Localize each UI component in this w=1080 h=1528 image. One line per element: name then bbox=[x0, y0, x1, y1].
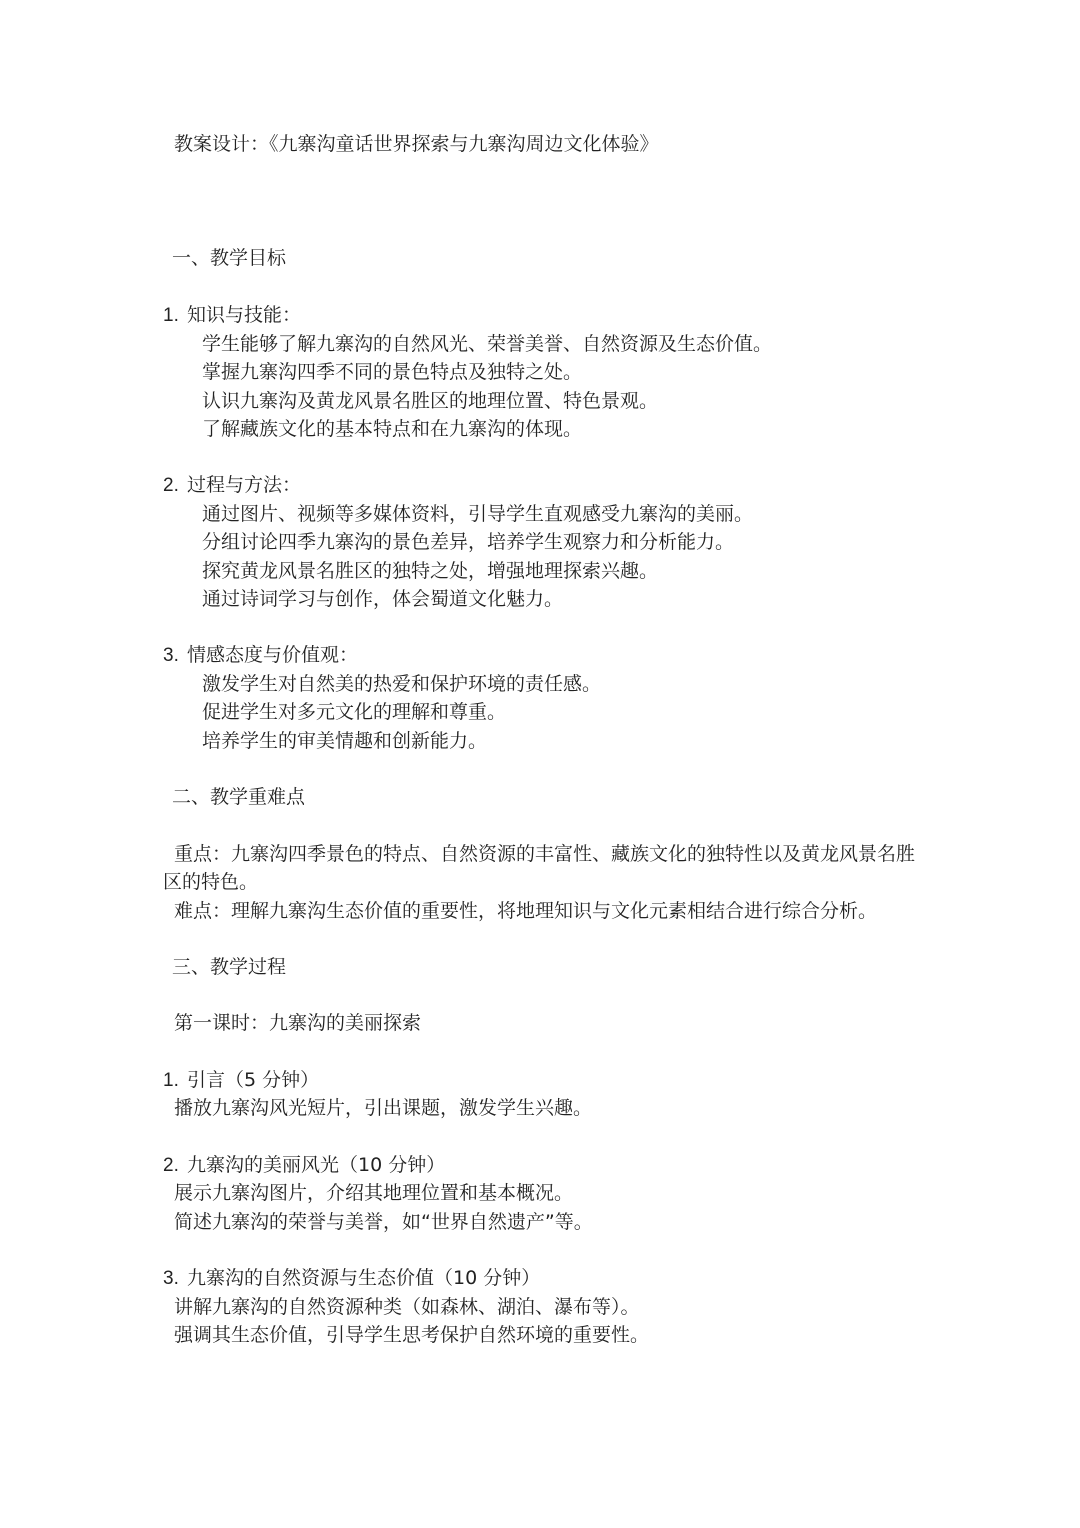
objective-2-label: 过程与方法： bbox=[187, 474, 302, 496]
objective-1-number: 1. bbox=[163, 305, 179, 326]
objective-1-line: 学生能够了解九寨沟的自然风光、荣誉美誉、自然资源及生态价值。 bbox=[202, 333, 773, 355]
objective-2-line: 分组讨论四季九寨沟的景色差异，培养学生观察力和分析能力。 bbox=[202, 531, 735, 553]
difficulty-line: 难点：理解九寨沟生态价值的重要性，将地理知识与文化元素相结合进行综合分析。 bbox=[174, 900, 878, 922]
step-3-heading bbox=[163, 1264, 540, 1293]
objective-2-heading bbox=[163, 471, 301, 500]
objective-1-heading bbox=[163, 301, 301, 330]
step-2-line: 简述九寨沟的荣誉与美誉，如“世界自然遗产”等。 bbox=[174, 1211, 593, 1233]
lesson-1-title: 第一课时：九寨沟的美丽探索 bbox=[174, 1012, 422, 1034]
step-1-title: 引言（5 分钟） bbox=[187, 1069, 320, 1091]
step-1-line: 播放九寨沟风光短片，引出课题，激发学生兴趣。 bbox=[174, 1097, 593, 1119]
key-points-line-continued: 区的特色。 bbox=[163, 871, 259, 893]
objective-3-line: 培养学生的审美情趣和创新能力。 bbox=[202, 730, 488, 752]
step-3-number: 3. bbox=[163, 1268, 179, 1289]
step-2-title: 九寨沟的美丽风光（10 分钟） bbox=[187, 1154, 446, 1176]
step-3-line: 讲解九寨沟的自然资源种类（如森林、湖泊、瀑布等）。 bbox=[174, 1296, 640, 1318]
objective-3-heading bbox=[163, 641, 358, 670]
objective-1-line: 认识九寨沟及黄龙风景名胜区的地理位置、特色景观。 bbox=[202, 390, 659, 412]
step-3-title: 九寨沟的自然资源与生态价值（10 分钟） bbox=[187, 1267, 541, 1289]
objective-3-label: 情感态度与价值观： bbox=[187, 644, 359, 666]
section1-heading: 一、教学目标 bbox=[172, 247, 287, 269]
objective-1-line: 掌握九寨沟四季不同的景色特点及独特之处。 bbox=[202, 361, 583, 383]
step-1-heading bbox=[163, 1066, 319, 1095]
objective-2-line: 通过图片、视频等多媒体资料，引导学生直观感受九寨沟的美丽。 bbox=[202, 503, 754, 525]
key-points-line: 重点：九寨沟四季景色的特点、自然资源的丰富性、藏族文化的独特性以及黄龙风景名胜 bbox=[174, 843, 916, 865]
step-3-line: 强调其生态价值，引导学生思考保护自然环境的重要性。 bbox=[174, 1324, 650, 1346]
objective-3-line: 促进学生对多元文化的理解和尊重。 bbox=[202, 701, 507, 723]
objective-3-line: 激发学生对自然美的热爱和保护环境的责任感。 bbox=[202, 673, 602, 695]
step-1-number: 1. bbox=[163, 1070, 179, 1091]
section3-heading: 三、教学过程 bbox=[172, 956, 287, 978]
step-2-line: 展示九寨沟图片，介绍其地理位置和基本概况。 bbox=[174, 1182, 574, 1204]
objective-1-line: 了解藏族文化的基本特点和在九寨沟的体现。 bbox=[202, 418, 583, 440]
objective-1-label: 知识与技能： bbox=[187, 304, 302, 326]
section2-heading: 二、教学重难点 bbox=[172, 786, 306, 808]
objective-2-number: 2. bbox=[163, 475, 179, 496]
objective-2-line: 探究黄龙风景名胜区的独特之处，增强地理探索兴趣。 bbox=[202, 560, 659, 582]
step-2-heading bbox=[163, 1151, 445, 1180]
objective-2-line: 通过诗词学习与创作，体会蜀道文化魅力。 bbox=[202, 588, 564, 610]
document-title: 教案设计：《九寨沟童话世界探索与九寨沟周边文化体验》 bbox=[174, 133, 659, 155]
step-2-number: 2. bbox=[163, 1155, 179, 1176]
objective-3-number: 3. bbox=[163, 645, 179, 666]
